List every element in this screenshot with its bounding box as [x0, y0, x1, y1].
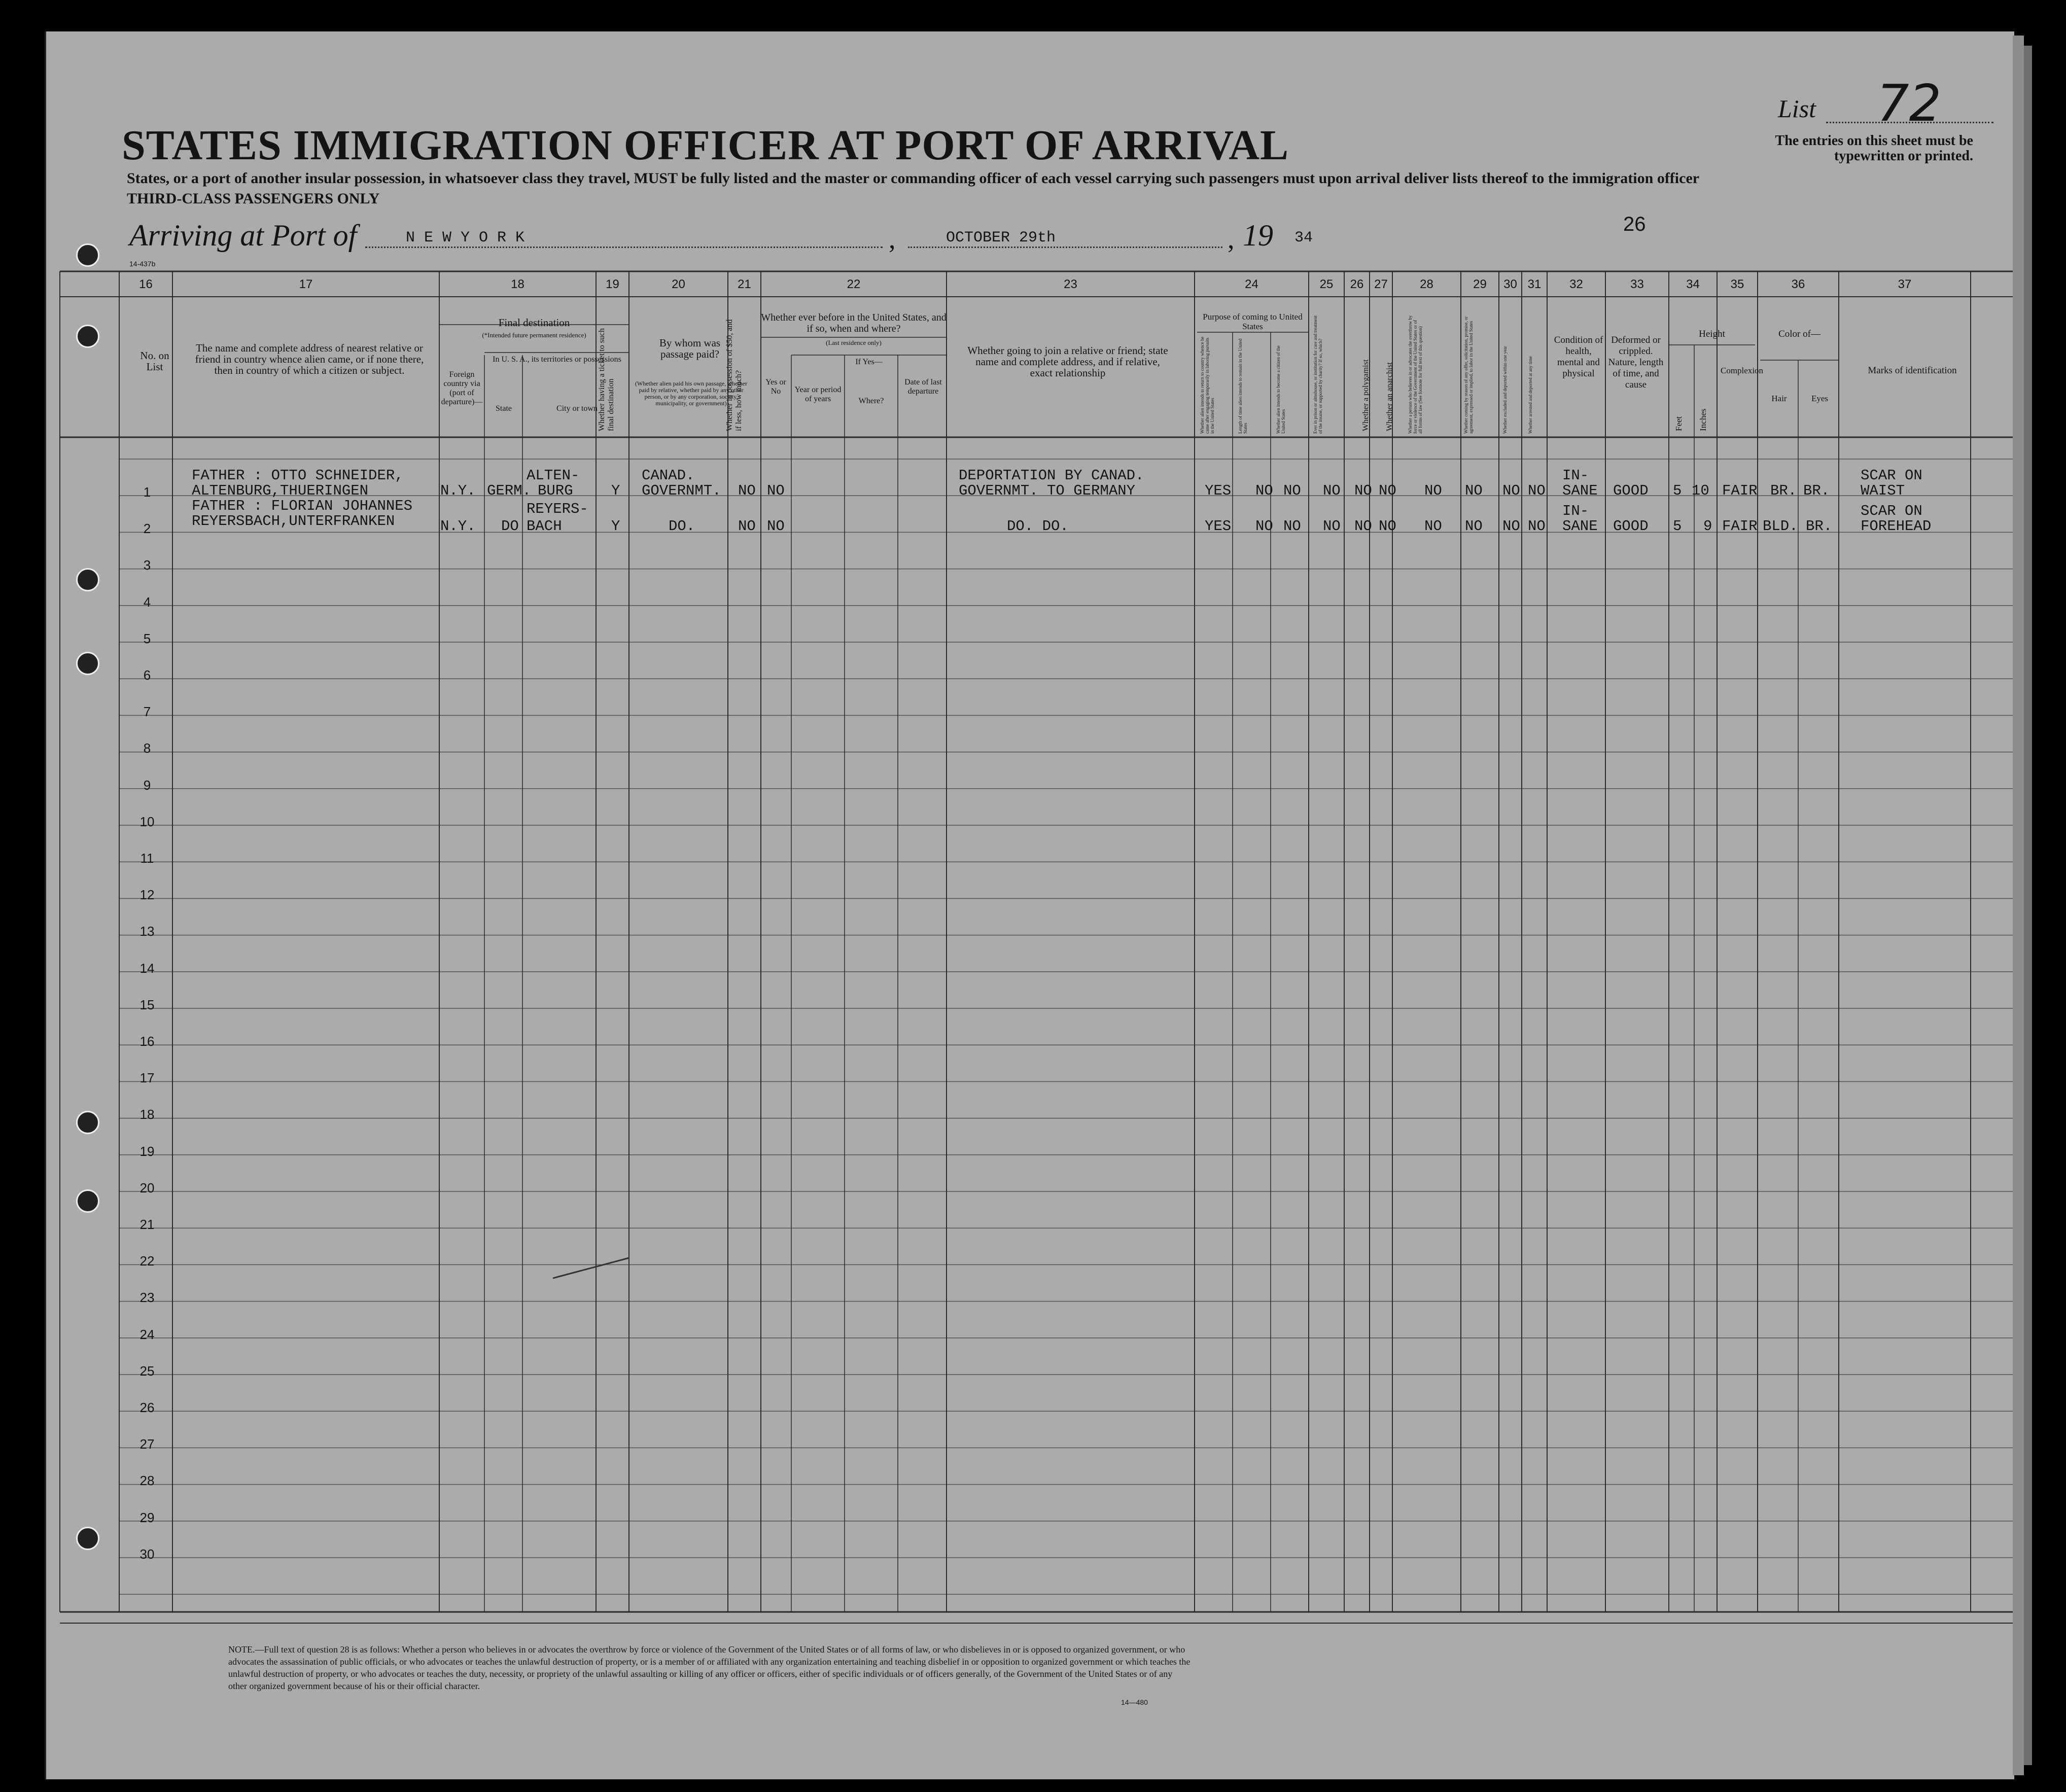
entry-1-anarchist: NO: [1379, 482, 1396, 499]
col-header-29: Whether coming by reason of any offer, solicitation, promise, or agreement, expressed or implied, to labor in the United States: [1463, 316, 1474, 434]
column-number: 18: [511, 277, 524, 291]
row-number: 19: [139, 1143, 155, 1159]
entry-2-state: DO: [501, 518, 519, 535]
entry-2-purpose-return: YES: [1205, 518, 1232, 535]
col-header-33: Deformed or crippled. Nature, length of time, and cause: [1608, 335, 1664, 390]
entry-2-health-line1: IN-: [1562, 503, 1589, 519]
row-number: 28: [139, 1473, 155, 1489]
year-prefix: 19: [1243, 219, 1273, 252]
row-number: 30: [139, 1546, 155, 1562]
entry-2-health-line2: SANE: [1562, 518, 1598, 535]
entry-2-anarchist: NO: [1379, 518, 1396, 535]
col-header-18-usa: In U. S. A., its territories or possessions: [493, 355, 621, 364]
entry-1-marks-line1: SCAR ON: [1861, 467, 1922, 484]
col-header-36-hair: Hair: [1771, 394, 1787, 403]
row-number: 14: [139, 960, 155, 976]
column-number: 19: [606, 277, 619, 291]
col-header-30: Whether excluded and deported within one year: [1502, 346, 1508, 434]
col-header-34: Height: [1699, 329, 1725, 339]
row-number: 5: [143, 630, 151, 646]
page-number: 26: [1623, 213, 1646, 235]
row-number: 22: [139, 1253, 155, 1269]
class-note: THIRD-CLASS PASSENGERS ONLY: [127, 190, 380, 207]
entry-1-relative-line1: FATHER : OTTO SCHNEIDER,: [192, 467, 404, 484]
column-number: 31: [1527, 277, 1542, 291]
row-number: 23: [139, 1290, 155, 1306]
column-number: 28: [1420, 277, 1433, 291]
col-header-25: Ever in prison or almshouse, or institution for care and treatment of the insane, or supported by charity? If so, which?: [1313, 315, 1323, 434]
entries-note: The entries on this sheet must be typewritten or printed.: [1775, 133, 1973, 164]
entry-1-complexion: FAIR: [1722, 482, 1758, 499]
entry-2-overthrow: NO: [1424, 518, 1442, 535]
col-header-22-year: Year or period of years: [794, 385, 842, 403]
entry-1-money: NO: [738, 482, 756, 499]
entry-2-feet: 5: [1673, 518, 1682, 535]
col-header-18-state: State: [496, 404, 512, 413]
footer-code: 14—480: [1121, 1698, 1148, 1706]
row-number: 8: [143, 741, 151, 756]
entry-2-purpose-citizen: NO: [1283, 518, 1301, 535]
row-number: 26: [139, 1400, 155, 1415]
row-number: 1: [143, 484, 151, 500]
col-header-35: Complexion: [1721, 366, 1764, 375]
column-number: 21: [738, 277, 751, 291]
col-header-18-foreign: Foreign country via (port of departure)—: [441, 370, 483, 406]
entry-1-city-line1: ALTEN-: [527, 467, 580, 484]
column-number: 23: [1064, 277, 1077, 291]
col-header-18: Final destination: [498, 317, 570, 329]
entry-1-deformed: GOOD: [1613, 482, 1649, 499]
col-header-24: Purpose of coming to United States: [1203, 312, 1303, 331]
col-header-32: Condition of health, mental and physical: [1554, 335, 1603, 379]
entry-2-join-line2: DO. DO.: [1007, 518, 1069, 535]
col-header-37: Marks of identification: [1868, 365, 1957, 376]
col-header-18-city: City or town: [556, 404, 598, 413]
col-header-20: By whom was passage paid?: [659, 337, 721, 360]
form-instruction: States, or a port of another insular possession, in whatsoever class they travel, MUST be fully listed and the master or commanding officer of each vessel carrying such passengers must upon arrival deliver lists thereof to the immigration officer: [127, 170, 1700, 187]
entry-2-foreign: N.Y.: [440, 518, 476, 535]
col-header-22-sub: (Last residence only): [826, 339, 882, 346]
entry-1-hair: BR.: [1770, 482, 1797, 499]
column-number: 32: [1569, 277, 1583, 291]
row-number: 6: [143, 667, 151, 683]
entry-1-purpose-return: YES: [1205, 482, 1232, 499]
row-number: 16: [139, 1034, 155, 1049]
row-number: 29: [139, 1509, 155, 1525]
col-header-16: No. on List: [140, 349, 169, 373]
entry-2-paid-line2: DO.: [669, 518, 695, 535]
column-number: 26: [1350, 277, 1364, 291]
col-header-21: Whether in possession of $50, and if less, how much?: [725, 319, 743, 431]
comma-separator-2: ,: [1228, 224, 1235, 254]
row-number: 17: [139, 1070, 155, 1086]
date-value: OCTOBER 29th: [946, 229, 1056, 247]
col-header-22-yesno: Yes or No: [765, 378, 786, 396]
row-number: 2: [143, 521, 151, 537]
entry-2-arrested: NO: [1528, 518, 1546, 535]
entry-2-inches: 9: [1703, 518, 1712, 535]
row-number: 3: [143, 557, 151, 573]
col-header-28: Whether a person who believes in or advocates the overthrow by force or violence of the Government of the United States or of all forms of law (See footnote for full text of this question): [1408, 315, 1423, 434]
entry-2-city-line2: BACH: [527, 518, 562, 535]
col-header-31: Whether arrested and deported at any time: [1528, 356, 1533, 434]
row-number: 20: [139, 1180, 155, 1196]
entry-1-ticket: Y: [611, 482, 620, 499]
entry-1-purpose-citizen: NO: [1283, 482, 1301, 499]
entry-1-health-line1: IN-: [1562, 467, 1589, 484]
entry-2-deformed: GOOD: [1613, 518, 1649, 535]
column-number: 29: [1473, 277, 1487, 291]
year-suffix: 34: [1294, 229, 1313, 247]
entry-2-relative-line1: FATHER : FLORIAN JOHANNES: [192, 498, 413, 514]
entry-2-money: NO: [738, 518, 756, 535]
row-number: 11: [140, 851, 154, 866]
column-number: 17: [299, 277, 313, 291]
entry-1-join-line2: GOVERNMT. TO GERMANY: [959, 482, 1136, 499]
entry-2-complexion: FAIR: [1722, 518, 1758, 535]
col-header-22-date: Date of last departure: [904, 378, 942, 396]
column-number: 24: [1245, 277, 1258, 291]
col-header-22: Whether ever before in the United States, and if so, when and where?: [761, 312, 947, 334]
list-label: List: [1778, 94, 1816, 123]
col-header-20-sub: (Whether alien paid his own passage, whether paid by relative, whether paid by any other person, or by any corporation, society, municipality, or government): [635, 380, 747, 407]
entry-2-hair: BLD.: [1763, 518, 1798, 535]
entry-1-polygamist: NO: [1354, 482, 1372, 499]
entry-2-marks-line1: SCAR ON: [1861, 503, 1922, 519]
entry-1-paid-line2: GOVERNMT.: [642, 482, 721, 499]
entry-1-eyes: BR.: [1803, 482, 1830, 499]
port-value: N E W Y O R K: [406, 229, 525, 247]
entry-1-prison: NO: [1323, 482, 1341, 499]
entry-1-relative-line2: ALTENBURG,THUERINGEN: [192, 482, 369, 499]
entry-1-marks-line2: WAIST: [1861, 482, 1905, 499]
row-number: 4: [143, 594, 151, 610]
row-number: 18: [139, 1107, 155, 1122]
entry-2-ticket: Y: [611, 518, 620, 535]
comma-separator: ,: [889, 224, 896, 254]
entry-1-purpose-length: NO: [1255, 482, 1273, 499]
row-number: 27: [139, 1436, 155, 1452]
entry-1-inches: 10: [1692, 482, 1709, 499]
col-header-19: Whether having a ticket to such final destination: [598, 328, 615, 431]
row-number: 21: [139, 1217, 155, 1232]
col-header-34-inches: Inches: [1698, 408, 1708, 431]
row-number: 24: [139, 1326, 155, 1342]
column-number: 20: [672, 277, 685, 291]
col-header-17: The name and complete address of nearest relative or friend in country whence alien came, or if none there, then in country of which a citizen or subject.: [195, 342, 424, 376]
entry-1-foreign: N.Y.: [440, 482, 476, 499]
entry-1-paid-line1: CANAD.: [642, 467, 695, 484]
col-header-36-eyes: Eyes: [1811, 394, 1829, 403]
row-number: 7: [143, 704, 151, 720]
entry-1-arrested: NO: [1528, 482, 1546, 499]
entry-1-overthrow: NO: [1424, 482, 1442, 499]
col-header-36: Color of—: [1778, 329, 1820, 339]
row-number: 15: [139, 997, 155, 1012]
footnote: NOTE.—Full text of question 28 is as follows: Whether a person who believes in or advocates the overthrow by force or violence of the Government of the United States or of all forms of law, or who disbelieves in or is opposed to organized government, or who advocates the assassination of public officials, or who advocates or teaches the unlawful destruction of property, or is a member of or affiliated with any organization entertaining and teaching disbelief in or opposition to organized government or which teaches the unlawful destruction of property, or who advocates or teaches the duty, necessity, or propriety of the unlawful assaulting or killing of any officer or officers, either of specific individuals or of officers generally, of the Government of the United States or of any other organized government because of his or their official character.: [228, 1644, 1190, 1691]
column-number: 22: [847, 277, 861, 291]
column-number: 30: [1503, 277, 1517, 291]
entry-2-city-line1: REYERS-: [527, 501, 588, 517]
entry-2-eyes: BR.: [1806, 518, 1833, 535]
entry-1-join-line1: DEPORTATION BY CANAD.: [959, 467, 1144, 484]
entry-1-labor: NO: [1465, 482, 1483, 499]
column-number: 35: [1730, 277, 1744, 291]
entry-2-relative-line2: REYERSBACH,UNTERFRANKEN: [192, 513, 395, 530]
column-number: 36: [1791, 277, 1805, 291]
column-number: 33: [1630, 277, 1644, 291]
column-number: 27: [1374, 277, 1388, 291]
col-header-22-ifyes: If Yes—: [855, 358, 883, 366]
col-header-18-sub: (*Intended future permanent residence): [482, 331, 586, 339]
pencil-stroke: [553, 1258, 629, 1278]
column-number: 34: [1686, 277, 1700, 291]
entry-2-labor: NO: [1465, 518, 1483, 535]
form-code: 14-437b: [129, 260, 156, 268]
entry-1-state: GERM.: [487, 482, 532, 499]
entry-1-city-line2: BURG: [538, 482, 573, 499]
row-number: 13: [139, 924, 155, 939]
row-number: 9: [143, 777, 151, 793]
entry-1-before: NO: [767, 482, 785, 499]
col-header-24b: Length of time alien intends to remain in the United States: [1238, 338, 1248, 434]
entry-2-before: NO: [767, 518, 785, 535]
entry-1-excluded: NO: [1502, 482, 1520, 499]
list-number: 72: [1877, 74, 1942, 133]
form-title: STATES IMMIGRATION OFFICER AT PORT OF ARRIVAL: [122, 122, 1289, 169]
col-header-23: Whether going to join a relative or friend; state name and complete address, and if relative, exact relationship: [967, 344, 1168, 379]
entry-2-marks-line2: FOREHEAD: [1861, 518, 1932, 535]
arriving-label: Arriving at Port of: [129, 219, 357, 252]
column-number: 37: [1898, 277, 1912, 291]
entry-1-health-line2: SANE: [1562, 482, 1598, 499]
entry-2-prison: NO: [1323, 518, 1341, 535]
col-header-22-where: Where?: [858, 397, 884, 405]
column-number: 25: [1319, 277, 1334, 291]
entry-2-polygamist: NO: [1354, 518, 1372, 535]
col-header-26: Whether a polygamist: [1361, 359, 1370, 431]
entry-2-purpose-length: NO: [1255, 518, 1273, 535]
row-number: 12: [139, 887, 155, 903]
column-number: 16: [139, 277, 153, 291]
col-header-24a: Whether alien intends to return to country whence he came after engaging temporarily in laboring pursuits in the United States: [1200, 336, 1215, 434]
col-header-27: Whether an anarchist: [1385, 362, 1394, 431]
row-number: 10: [139, 814, 155, 829]
entry-2-excluded: NO: [1502, 518, 1520, 535]
col-header-34-feet: Feet: [1674, 416, 1684, 431]
entry-1-feet: 5: [1673, 482, 1682, 499]
col-header-24c: Whether alien intends to become a citizen of the United States: [1276, 345, 1286, 434]
row-number: 25: [139, 1363, 155, 1379]
